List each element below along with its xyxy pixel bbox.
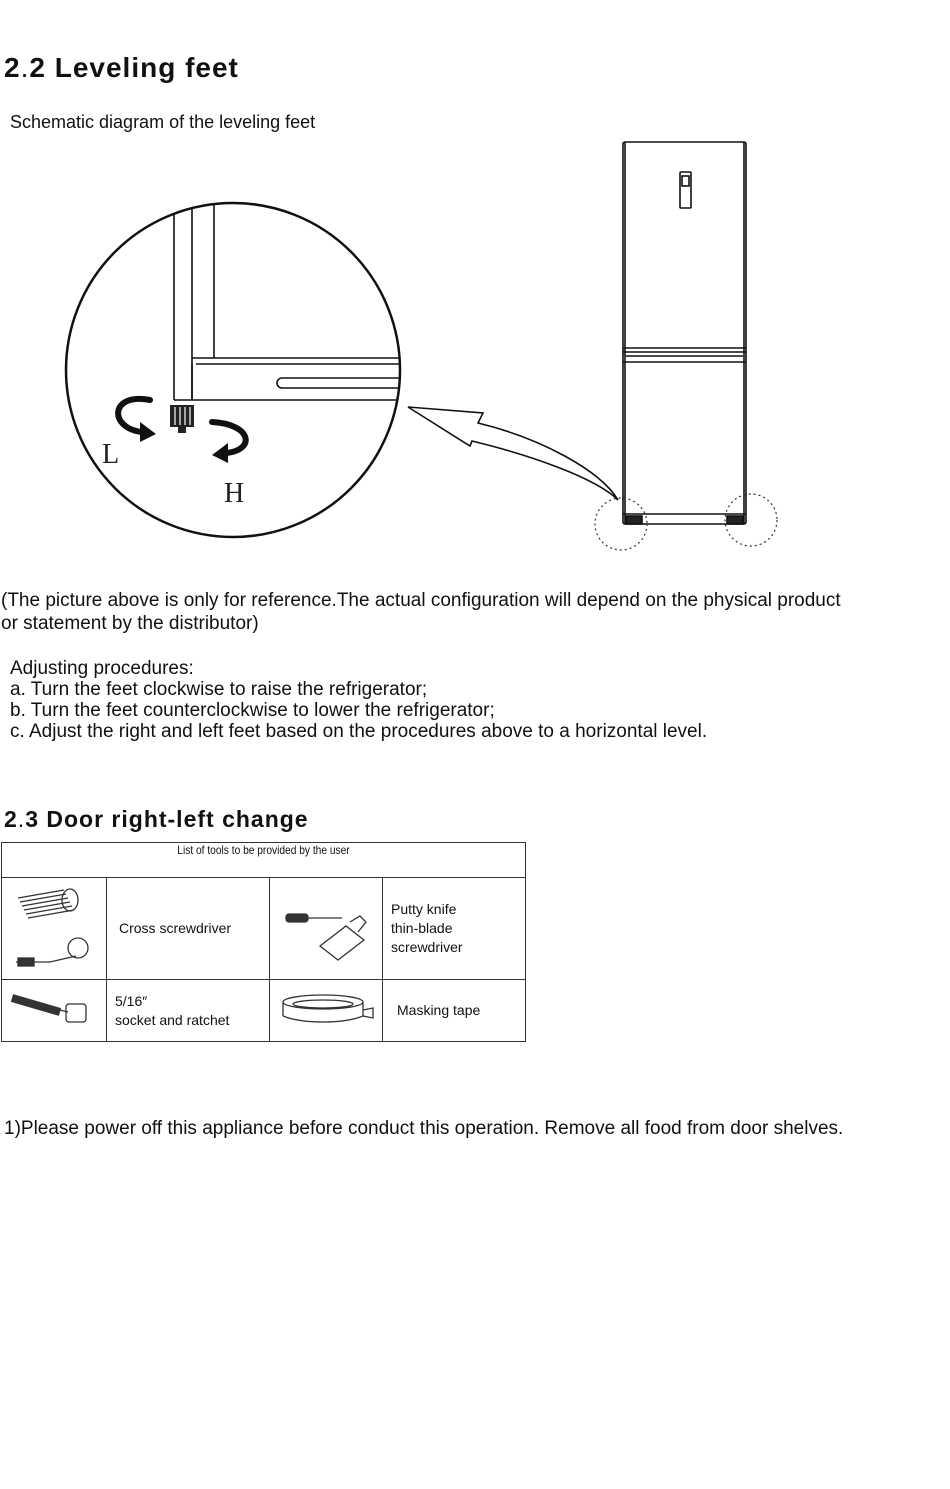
pointer-arrow-icon <box>408 407 618 500</box>
procedure-step-a: a. Turn the feet clockwise to raise the refrigerator; <box>10 679 428 700</box>
diagram-caption: Schematic diagram of the leveling feet <box>10 112 316 132</box>
socket-ratchet-label: socket and ratchet <box>115 1011 230 1028</box>
tools-cell-socket-ratchet <box>2 980 107 1042</box>
procedure-step-b: b. Turn the feet counterclockwise to lower the refrigerator; <box>10 700 495 721</box>
tools-cell-masking-tape <box>270 980 383 1042</box>
putty-knife-icon <box>276 878 376 974</box>
tools-cell-cross-screwdriver <box>107 878 270 980</box>
tools-cell-hex-keys <box>2 878 107 980</box>
reference-note-line1: (The picture above is only for reference.The actual configuration will depend on the physical product <box>1 590 841 611</box>
masking-tape-icon <box>273 980 379 1036</box>
step-1-instruction: 1)Please power off this appliance before conduct this operation. Remove all food from door shelves. <box>4 1118 844 1139</box>
procedure-step-c: c. Adjust the right and left feet based on the procedures above to a horizontal level. <box>10 721 708 742</box>
section-2-3-heading: 2.3 Door right-left change <box>4 806 309 832</box>
refrigerator-icon <box>623 142 746 524</box>
socket-size-label: 5/16″ <box>115 992 148 1009</box>
thin-blade-screwdriver-label: thin-blade screwdriver <box>391 920 463 955</box>
socket-ratchet-icon <box>4 980 104 1036</box>
tools-table-header: List of tools to be provided by the user <box>2 843 526 878</box>
tools-cell-tape-label <box>383 980 526 1042</box>
hex-keys-icon <box>4 878 104 974</box>
putty-knife-label: Putty knife <box>391 901 457 917</box>
label-H: H <box>224 478 245 509</box>
procedures-heading: Adjusting procedures: <box>10 658 194 679</box>
cross-screwdriver-label: Cross screwdriver <box>119 920 232 936</box>
section-2-2-heading: 2.2 Leveling feet <box>4 52 239 83</box>
tools-cell-putty-knife <box>270 878 383 980</box>
tools-table <box>1 842 526 1042</box>
label-L: L <box>102 439 120 470</box>
tools-cell-socket-label <box>107 980 270 1042</box>
leveling-feet-diagram <box>0 130 950 570</box>
reference-note-line2: or statement by the distributor) <box>1 613 259 634</box>
tools-cell-putty-label <box>383 878 526 980</box>
masking-tape-label: Masking tape <box>397 1002 481 1018</box>
